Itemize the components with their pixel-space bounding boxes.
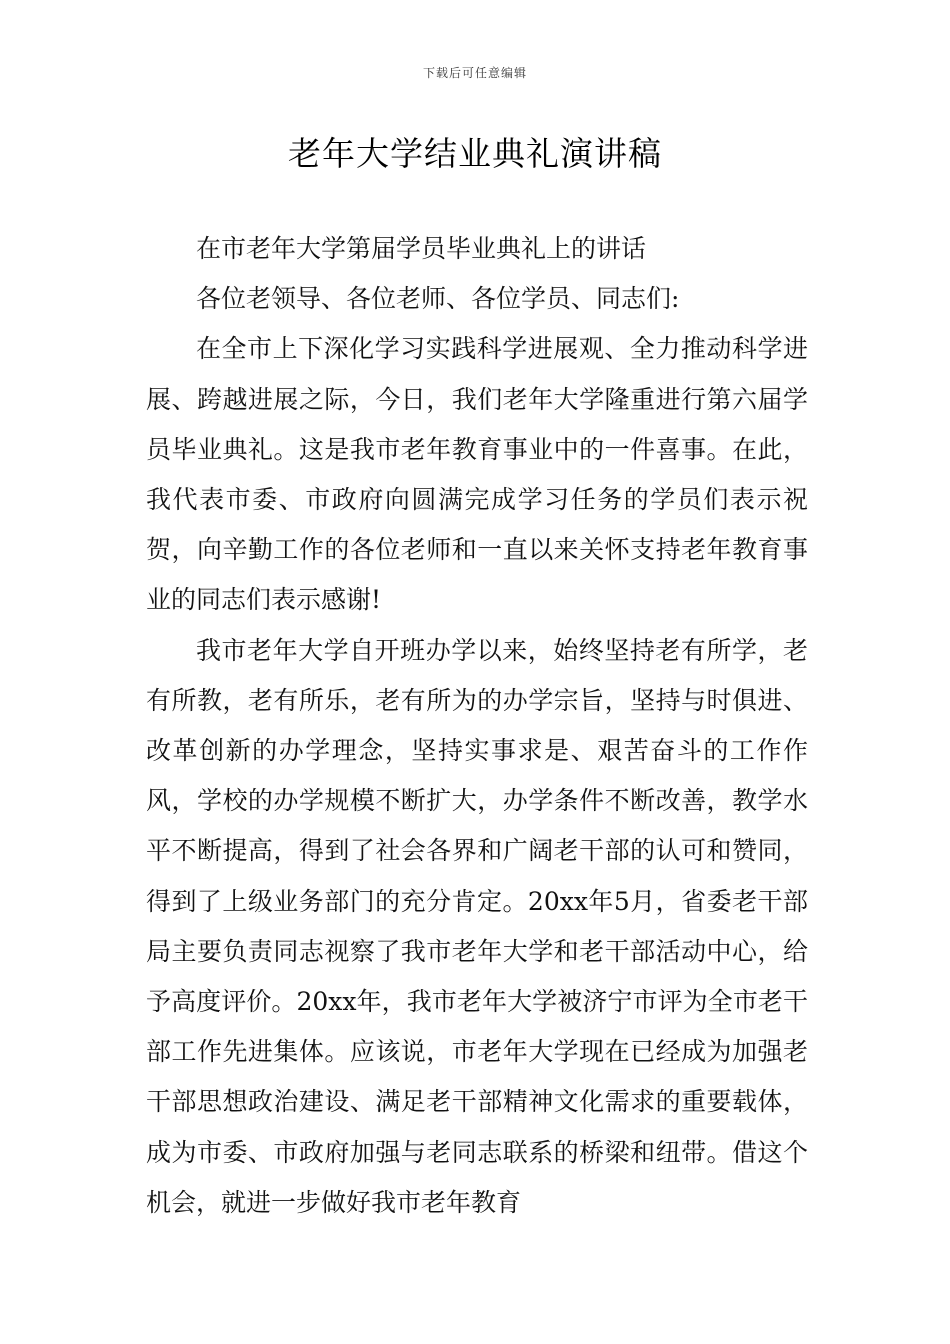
header-note: 下载后可任意编辑 — [422, 66, 527, 80]
speech-occasion-line: 在市老年大学第届学员毕业典礼上的讲话 — [196, 234, 647, 263]
body-paragraph: 在全市上下深化学习实践科学进展观、全力推动科学进展、跨越进展之际，今日，我们老年大学隆重进行第六届学员毕业典礼。这是我市老年教育事业中的一件喜事。在此，我代表市委、市政府向圆满完成学习任务的学员们表示祝贺，向辛勤工作的各位老师和一直以来关怀支持老年教育事业的同志们表示感谢! — [146, 334, 808, 615]
body-paragraph: 我市老年大学自开班办学以来，始终坚持老有所学，老有所教，老有所乐，老有所为的办学宗旨，坚持与时俱进、改革创新的办学理念，坚持实事求是、艰苦奋斗的工作作风，学校的办学规模不断扩大，办学条件不断改善，教学水平不断提高，得到了社会各界和广阔老干部的认可和赞同，得到了上级业务部门的充分肯定。20xx年5月，省委老干部局主要负责同志视察了我市老年大学和老干部活动中心，给予高度评价。20xx年，我市老年大学被济宁市评为全市老干部工作先进集体。应该说，市老年大学现在已经成为加强老干部思想政治建设、满足老干部精神文化需求的重要载体，成为市委、市政府加强与老同志联系的桥梁和纽带。借这个机会，就进一步做好我市老年教育 — [146, 635, 808, 1217]
document-title: 老年大学结业典礼演讲稿 — [288, 134, 662, 173]
document-body — [146, 224, 808, 1228]
salutation-line: 各位老领导、各位老师、各位学员、同志们: — [196, 284, 680, 314]
